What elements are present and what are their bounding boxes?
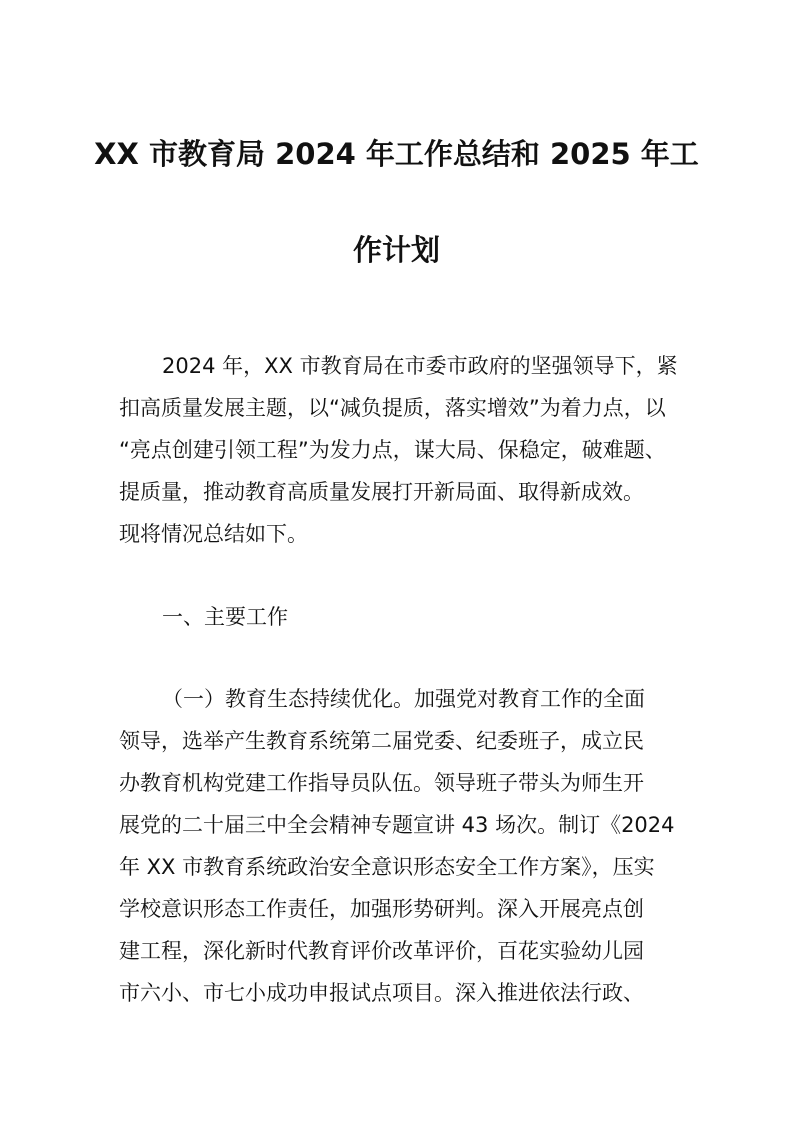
- intro-paragraph-line: “亮点创建引领工程”为发力点，谋大局、保稳定，破难题、: [119, 438, 666, 462]
- intro-paragraph-line: 提质量，推动教育高质量发展打开新局面、取得新成效。: [119, 480, 644, 504]
- subsection-paragraph-line: 市六小、市七小成功申报试点项目。深入推进依法行政、: [119, 981, 644, 1005]
- intro-paragraph-line: 现将情况总结如下。: [119, 522, 308, 546]
- subsection-paragraph-line: 年 XX 市教育系统政治安全意识形态安全工作方案》，压实: [119, 855, 655, 879]
- intro-paragraph-line: 2024 年，XX 市教育局在市委市政府的坚强领导下，紧: [162, 354, 678, 378]
- section-heading: 一、主要工作: [162, 605, 288, 629]
- intro-paragraph-line: 扣高质量发展主题，以“减负提质，落实增效”为着力点，以: [119, 396, 666, 420]
- document-title-line-1: XX 市教育局 2024 年工作总结和 2025 年工: [94, 137, 699, 171]
- document-title-line-2: 作计划: [352, 233, 440, 267]
- subsection-paragraph-line: 展党的二十届三中全会精神专题宣讲 43 场次。制订《2024: [119, 813, 675, 837]
- subsection-paragraph-line: 建工程，深化新时代教育评价改革评价，百花实验幼儿园: [119, 939, 644, 963]
- subsection-paragraph-line: （一）教育生态持续优化。加强党对教育工作的全面: [162, 687, 645, 711]
- subsection-paragraph-line: 学校意识形态工作责任，加强形势研判。深入开展亮点创: [119, 897, 644, 921]
- subsection-paragraph-line: 办教育机构党建工作指导员队伍。领导班子带头为师生开: [119, 771, 644, 795]
- subsection-paragraph-line: 领导，选举产生教育系统第二届党委、纪委班子，成立民: [119, 729, 644, 753]
